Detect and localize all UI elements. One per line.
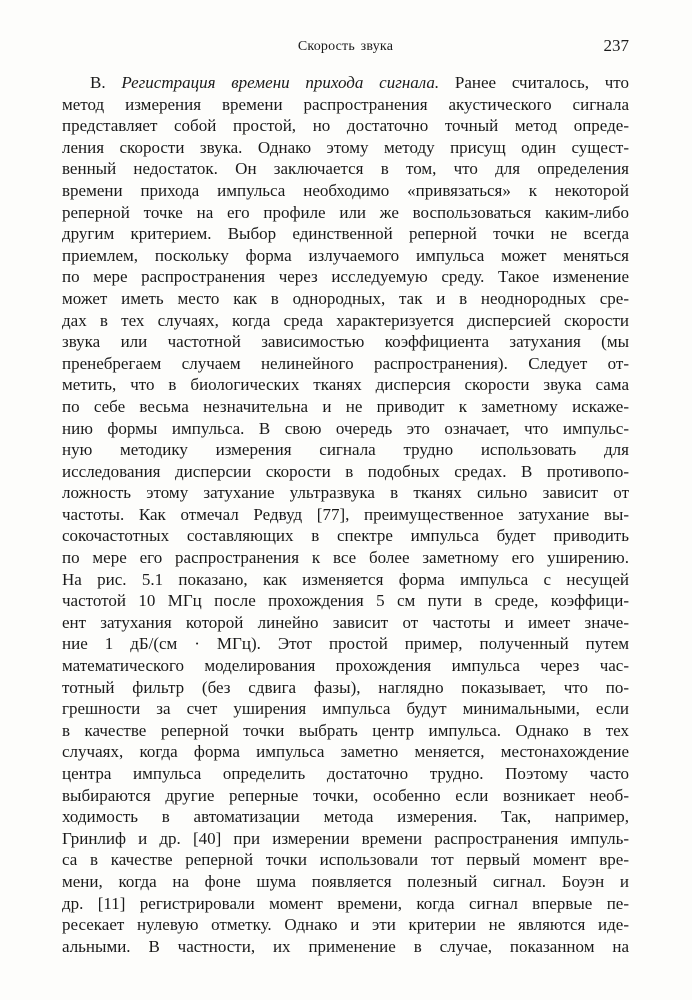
text-line: в качестве реперной точки выбрать центр импульса. Однако в тех	[62, 720, 629, 740]
text-line: звука или частотной зависимостью коэффициента затухания (мы	[62, 332, 629, 352]
text-line: приемлем, поскольку форма излучаемого импульса может меняться	[62, 245, 629, 265]
running-title: Скорость звука	[297, 39, 394, 54]
text-line: Гринлиф и др. [40] при измерении времени распространения импуль-	[62, 828, 629, 848]
text-line: метод измерения времени распространения акустического сигнала	[62, 94, 629, 114]
text-line: исследования дисперсии скорости в подобных средах. В противопо-	[62, 461, 629, 481]
running-header	[62, 36, 629, 58]
text-line: другим критерием. Выбор единственной реперной точки не всегда	[62, 224, 629, 244]
text-line: случаях, когда форма импульса заметно меняется, местонахождение	[62, 742, 629, 762]
text-line: по себе весьма незначительна и не приводит к заметному искаже-	[62, 396, 629, 416]
text-line: реперной точке на его профиле или же воспользоваться каким-либо	[62, 202, 629, 222]
text-line: может иметь место как в однородных, так и в неоднородных сре-	[62, 288, 629, 308]
text-line: сокочастотных составляющих в спектре импульса будет приводить	[62, 526, 629, 546]
body-text	[62, 72, 629, 957]
text-line: венный недостаток. Он заключается в том, что для определения	[62, 159, 629, 179]
text-line: по мере его распространения к все более заметному его уширению.	[62, 548, 629, 568]
text-line: частоты. Как отмечал Редвуд [77], преимущественное затухание вы-	[62, 504, 629, 524]
text-line: центра импульса определить достаточно трудно. Поэтому часто	[62, 764, 629, 783]
section-title: Регистрация времени прихода сигнала.	[121, 73, 440, 92]
text-line: На рис. 5.1 показано, как изменяется форма импульса с несущей	[62, 569, 629, 589]
text-line: метить, что в биологических тканях дисперсия скорости звука сама	[62, 375, 629, 395]
text-line: ления скорости звука. Однако этому методу присущ один сущест-	[62, 137, 629, 157]
first-line	[62, 72, 629, 94]
text-line: по мере распространения через исследуемую среду. Такое изменение	[62, 267, 629, 287]
text-line: представляет собой простой, но достаточно точный метод опреде-	[62, 116, 629, 136]
text-line: дах в тех случаях, когда среда характеризуется дисперсией скорости	[62, 310, 629, 330]
first-line-rest: Ранее считалось, что	[454, 73, 629, 92]
text-line: выбираются другие реперные точки, особенно если возникает необ-	[62, 785, 629, 805]
text-line: др. [11] регистрировали момент времени, когда сигнал впервые пе-	[62, 893, 629, 913]
text-line: альными. В частности, их применение в случае, показанном на	[62, 936, 629, 956]
text-line: са в качестве реперной точки использовали тот первый момент вре-	[62, 850, 629, 870]
text-line: нию формы импульса. В свою очередь это означает, что импульс-	[62, 418, 629, 438]
text-line: частотой 10 МГц после прохождения 5 см пути в среде, коэффици-	[62, 591, 629, 611]
text-line: математического моделирования прохождения импульса через час-	[62, 656, 629, 676]
text-line: ную методику измерения сигнала трудно использовать для	[62, 440, 629, 460]
text-line: тотный фильтр (без сдвига фазы), наглядно показывает, что по-	[62, 677, 629, 697]
text-line: мени, когда на фоне шума появляется полезный сигнал. Боуэн и	[62, 871, 629, 891]
text-line: времени прихода импульса необходимо «привязаться» к некоторой	[62, 180, 629, 200]
text-line: грешности за счет уширения импульса будут минимальными, если	[62, 699, 629, 719]
text-line: ходимость в автоматизации метода измерения. Так, например,	[62, 807, 629, 827]
text-line: пренебрегаем случаем нелинейного распространения). Следует от-	[62, 353, 629, 373]
text-line: ресекает нулевую отметку. Однако и эти критерии не являются иде-	[62, 915, 629, 935]
section-label: В.	[90, 73, 106, 92]
text-line: ложность этому затухание ультразвука в тканях сильно зависит от	[62, 483, 629, 503]
text-lines	[62, 94, 629, 958]
text-line: ент затухания которой линейно зависит от частоты и имеет значе-	[62, 612, 629, 632]
page-number: 237	[603, 36, 629, 55]
text-line: ние 1 дБ/(см · МГц). Этот простой пример, полученный путем	[62, 634, 629, 654]
